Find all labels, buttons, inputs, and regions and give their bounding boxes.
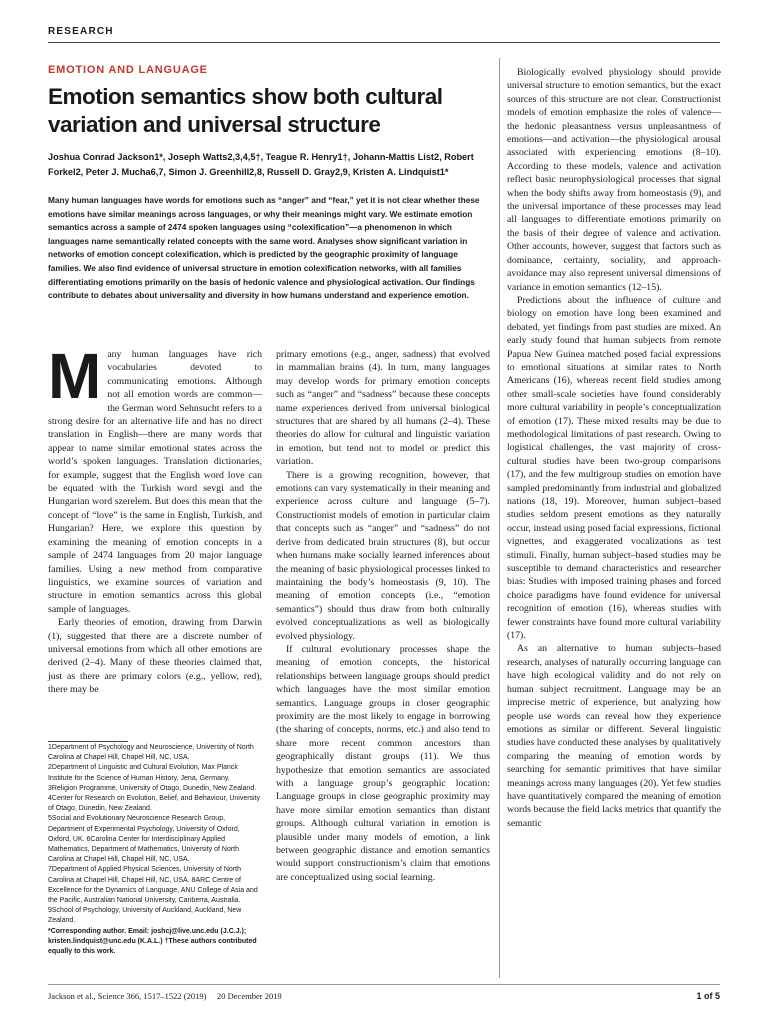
article-kicker: EMOTION AND LANGUAGE bbox=[48, 64, 208, 76]
section-label: RESEARCH bbox=[48, 26, 114, 37]
paragraph: There is a growing recognition, however, that emotions can vary systematically in their meaning and experience across culture and language (5–7). Constructionist models of emotion in particular claim that concepts such as “anger” and “sadness” do not derive from dedicated brain structures (8), but occur when humans make socially learned inferences about the meaning of basic physiological processes linked to maintaining the body’s homeostasis (9, 10). The meaning of emotion concepts (i.e., “emotion semantics”) should thus draw from both culturally evolved conceptualizations as well as biologically evolved physiology. bbox=[276, 469, 490, 642]
footnote: 3Religion Programme, University of Otago, Dunedin, New Zealand. 4Center for Research on Evolution, Belief, and Behaviour, University of Otago, Dunedin, New Zealand. bbox=[48, 784, 261, 813]
column-divider bbox=[499, 58, 500, 978]
footnote: *Corresponding author. Email: joshcj@live.unc.edu (J.C.J.); kristen.lindquist@unc.edu (K.A.L.) †These authors contributed equally to this work. bbox=[48, 927, 257, 956]
paragraph: any human languages have rich vocabularies devoted to communicating emotions. Although not all emotion words are common—the German word Sehnsucht refers to a strong desire for an alternative life and has no direct translation in English—there are many words that appear to name similar emotional states across the world’s spoken languages. Translation dictionaries, for example, suggest that the English word love can be equated with the Turkish word sevgi and the Hungarian word szerelem. But does this mean that the concept of “love” is the same in English, Turkish, and Hungarian? Here, we explore this question by examining the meaning of emotion concepts in a sample of 2474 languages from 20 major language families. Using a new method from comparative linguistics, we examine sources of variation and structure in emotion semantics across this global sample of languages. bbox=[48, 349, 262, 615]
author-list: Joshua Conrad Jackson1*, Joseph Watts2,3,4,5†, Teague R. Henry1†, Johann-Mattis List2, Robert Forkel2, Peter J. Mucha6,7, Simon J. Greenhill2,8, Russell D. Gray2,9, Kristen A. Lindquist1* bbox=[48, 152, 474, 177]
footnote-rule bbox=[48, 741, 128, 742]
footnote: 2Department of Linguistic and Cultural Evolution, Max Planck Institute for the Science of Human History, Jena, Germany. bbox=[48, 764, 238, 782]
body-column-2 bbox=[276, 348, 490, 884]
body-column-3 bbox=[507, 66, 721, 830]
paragraph: Biologically evolved physiology should provide universal structure to emotion semantics, but the exact sources of this structure are not clear. Constructionist models of emotion emphasize the roles of valence—the hedonic pleasantness versus unpleasantness of emotions—and activation—the physiological arousal associated with experiencing emotions (8–10). According to these models, valence and activation reflect basic neurophysiological processes that signal when the body shifts away from homeostasis (9), and the universal importance of these processes may lead all languages to differentiate emotions primarily on the basis of their degree of valence and activation. Other accounts, however, suggest that factors such as dominance, certainty, sociality, and approach-avoidance may also represent universal dimensions of variance in emotion semantics (12–15). bbox=[507, 67, 721, 293]
paragraph: primary emotions (e.g., anger, sadness) that evolved in mammalian brains (4). In turn, many languages may develop words for primary emotion concepts such as “anger” and “sadness” because these concepts name experiences derived from universal biological structures that are shared by all humans (2–4). These theories do allow for cultural and linguistic variation in emotion, but tend not to model or predict this variation. bbox=[276, 349, 490, 468]
footnote: 7Department of Applied Physical Sciences, University of North Carolina at Chapel Hill, Chapel Hill, NC, USA. 8ARC Centre of Excellence for the Dynamics of Language, ANU College of Asia and the Pacific, Australian National University, Canberra, Australia. 9School of Psychology, University of Auckland, Auckland, New Zealand. bbox=[48, 866, 258, 925]
article-title: Emotion semantics show both cultural variation and universal structure bbox=[48, 84, 443, 137]
paragraph: Predictions about the influence of culture and biology on emotion have long been examined and debated, yet findings from past studies are mixed. An early study found that human subjects from remote Papua New Guinea matched posed facial expressions to emotional situations at similar rates to North Americans (16), whereas recent field studies among other small-scale societies have found considerably more cultural variability in people’s conceptualization of emotion (17). These mixed results may be due to methodological limitations of past research. Owing to logistical challenges, the vast majority of cross-cultural studies have been two-group comparisons (17), and the few multigroup studies on emotion have sampled predominantly from industrial and globalized nations (18, 19). Moreover, human subject–based studies seldom present emotions as they naturally occur, instead using posed facial expressions, fictional vignettes, and exaggerated vocalizations as test stimuli. Finally, human subject–based studies may be susceptible to demand characteristics and researcher bias: Studies with imposed training phases and forced choice paradigms have found evidence for universal recognition of emotion (16), whereas studies with fewer constraints have found more cultural variability (17). bbox=[507, 294, 721, 642]
header-rule bbox=[48, 42, 720, 43]
drop-cap: M bbox=[48, 340, 102, 412]
abstract: Many human languages have words for emotions such as “anger” and “fear,” yet it is not clear whether these emotions have similar meanings across languages, or why their meanings might vary. We estimate emotion semantics across a sample of 2474 spoken languages using “colexification”—a phenomenon in which languages name semantically related concepts with the same word. Analyses show significant variation in networks of emotion concept colexification, which is predicted by the geographic proximity of language families. We also find evidence of universal structure in emotion colexification networks, with all families differentiating emotions primarily on the basis of hedonic valence and physiological activation. Our findings contribute to debates about universality and diversity in how humans understand and experience emotion. bbox=[48, 195, 480, 301]
page-number: 1 of 5 bbox=[696, 991, 720, 1001]
paragraph: If cultural evolutionary processes shape the meaning of emotion concepts, the historical relationships between language groups should predict which languages have the most similar emotion semantics. Language groups in closer geographic proximity are the most likely to engage in borrowing (the sharing of concepts, norms, etc.) and also tend to share more recent common ancestors than geographically distant groups (11). We thus hypothesize that emotion semantics are associated with a language group’s geographic location: Language groups in close geographic proximity may have more similar emotion semantics than distant groups. Although cultural variation in emotion is plausible under many models of emotion, a link between geographic distance and emotion semantics would support constructionism’s claim that emotions are conceptualized using social learning. bbox=[276, 643, 490, 883]
citation: Jackson et al., Science 366, 1517–1522 (2019) 20 December 2019 bbox=[48, 991, 282, 1001]
body-column-1 bbox=[48, 340, 262, 697]
footnote: 5Social and Evolutionary Neuroscience Research Group, Department of Experimental Psychology, University of Oxford, Oxford, UK. 6Carolina Center for Interdisciplinary Applied Mathematics, Department of Mathematics, University of North Carolina at Chapel Hill, Chapel Hill, NC, USA. bbox=[48, 815, 240, 864]
paragraph: Early theories of emotion, drawing from Darwin (1), suggested that there are a discrete number of universal emotions from which all other emotions are derived (2–4). Many of these theories claimed that, just as there are primary colors (e.g., yellow, red), there may be bbox=[48, 617, 262, 696]
footnote: 1Department of Psychology and Neuroscience, University of North Carolina at Chapel Hill, Chapel Hill, NC, USA. bbox=[48, 744, 254, 762]
affiliations bbox=[48, 743, 262, 957]
paragraph: As an alternative to human subjects–based research, analyses of naturally occurring language can have high ecological validity and do not rely on human subject recruitment. Language may be an imprecise metric of experience, but analyzing how people use words can reveal how they experience emotions as similar or different. Several linguistic studies have conducted these analyses by qualitatively comparing the meaning of emotion words by searching for semantic primitives that have similar meanings across many languages (20). Yet few studies have quantitatively compared the meaning of emotion words because the field lacks metrics that quantify the semantic bbox=[507, 643, 721, 829]
footer-rule bbox=[48, 984, 720, 985]
